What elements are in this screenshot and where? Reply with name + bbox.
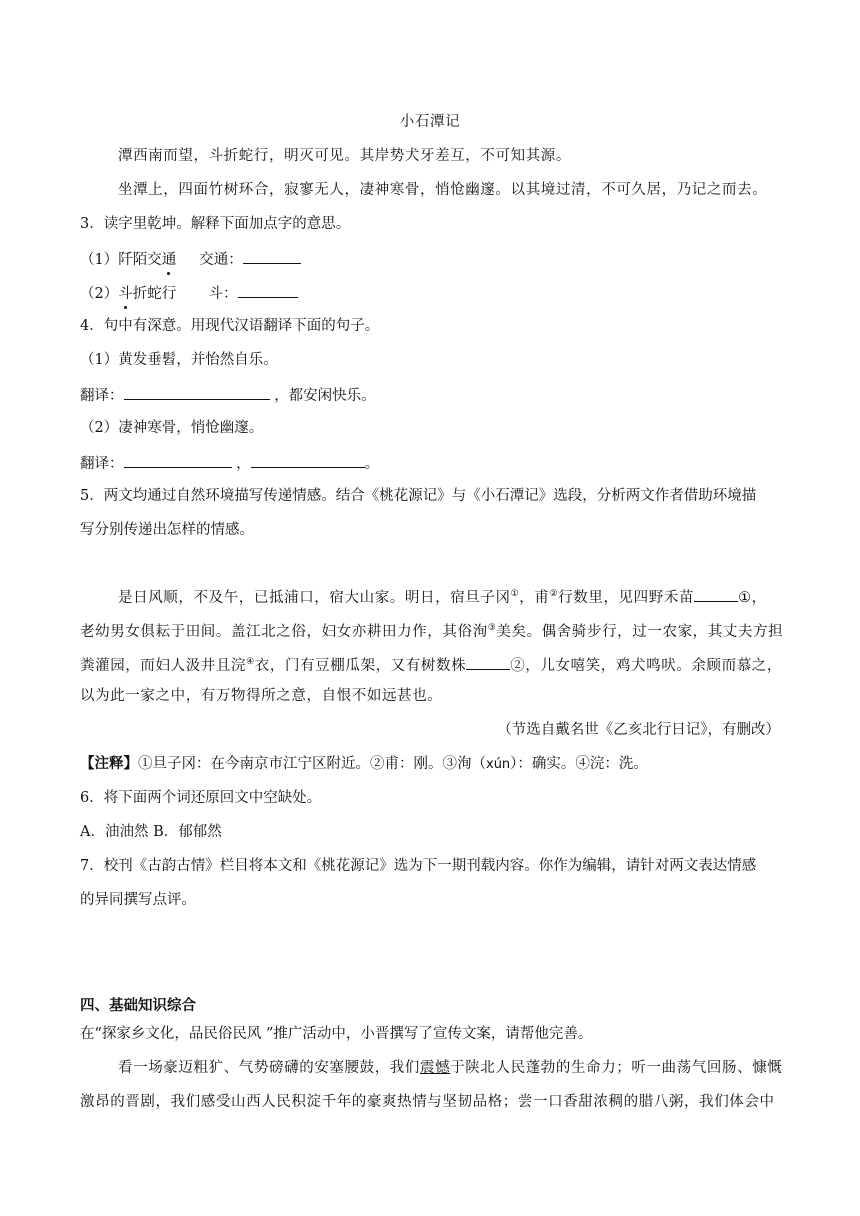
answer-blank[interactable] xyxy=(251,452,365,468)
translation-period: 。 xyxy=(364,456,380,472)
q3-item-2-label: 斗： xyxy=(208,286,238,302)
blank-number: ① xyxy=(738,589,752,606)
q3-item-1-label: 交通： xyxy=(199,252,243,268)
section-heading: 四、基础知识综合 xyxy=(80,997,196,1014)
passage-b-line-1: 是日风顺，不及午，已抵浦口，宿大山家。明日，宿旦子冈①，甫②行数里，见四野禾苗 ①， xyxy=(118,584,767,608)
blank-number: ② xyxy=(510,657,526,674)
footnote-marker: ③ xyxy=(487,623,497,633)
question-7-line-1: 7．校刊《古韵古情》栏目将本文和《桃花源记》选为下一期刊载内容。你作为编辑，请针对两文表达情感 xyxy=(80,858,757,874)
question-3-item-1 xyxy=(80,248,301,270)
question-5-line-1: 5．两文均通过自然环境描写传递情感。结合《桃花源记》与《小石潭记》选段，分析两文作者借助环境描 xyxy=(80,488,757,504)
passage-b-line-3: 粪灌园，而妇人汲井且浣④衣，门有豆棚瓜架，又有树数株 ②，儿女嘻笑，鸡犬鸣吠。余顾而慕之， xyxy=(80,652,782,676)
question-3-item-2 xyxy=(80,282,298,304)
footnote-marker: ② xyxy=(549,589,559,599)
question-5-line-2: 写分别传递出怎样的情感。 xyxy=(80,522,254,538)
passage-a-paragraph-2: 坐潭上，四面竹树环合，寂寥无人，凄神寒骨，悄怆幽邃。以其境过清，不可久居，乃记之而去。 xyxy=(118,182,768,198)
section-paragraph-line-2: 激昂的晋剧，我们感受山西人民积淀千年的豪爽热情与坚韧品格；尝一口香甜浓稠的腊八粥，我们体会中 xyxy=(80,1094,775,1110)
passage-a-paragraph-1: 潭西南而望，斗折蛇行，明灭可见。其岸势犬牙差互，不可知其源。 xyxy=(118,148,571,164)
question-6-options: A．油油然 B．郁郁然 xyxy=(80,824,222,840)
q3-item-2-suffix: 折蛇行 xyxy=(132,286,177,302)
footnote-marker: ④ xyxy=(246,657,255,667)
passage-b-line-4: 以为此一家之中，有万物得所之意，自恨不如远甚也。 xyxy=(80,688,443,704)
passage-b-line-2: 老幼男女俱耘于田间。盖江北之俗，妇女亦耕田力作，其俗洵③美矣。偶舍骑步行，过一农家，其丈夫方担 xyxy=(80,623,784,640)
translation-label: 翻译： xyxy=(80,388,124,404)
answer-blank[interactable] xyxy=(243,248,301,264)
translation-label: 翻译： xyxy=(80,456,124,472)
dotted-char-tong: 通 xyxy=(161,252,177,268)
answer-blank[interactable] xyxy=(124,384,270,400)
question-4-translation-1 xyxy=(80,384,376,406)
question-4-translation-2 xyxy=(80,452,379,474)
translation-tail: ，都安闲快乐。 xyxy=(274,388,376,404)
translation-comma: ， xyxy=(236,456,251,472)
dotted-char-dou: 斗 xyxy=(118,286,133,302)
question-6-stem: 6．将下面两个词还原回文中空缺处。 xyxy=(80,790,322,806)
section-intro: 在“探家乡文化，品民俗民风 ”推广活动中，小晋撰写了宣传文案，请帮他完善。 xyxy=(80,1026,593,1042)
question-4-stem: 4．句中有深意。用现代汉语翻译下面的句子。 xyxy=(80,318,380,334)
question-4-item-2: （2）凄神寒骨，悄怆幽邃。 xyxy=(80,420,264,436)
answer-blank[interactable] xyxy=(124,452,232,468)
underlined-word: 震憾 xyxy=(420,1060,451,1076)
q3-item-1-prefix: （1）阡陌交 xyxy=(80,252,162,268)
annotation-label: 【注释】 xyxy=(80,755,138,772)
question-7-line-2: 的异同撰写点评。 xyxy=(80,892,196,908)
fill-blank-2[interactable] xyxy=(466,654,510,670)
passage-title: 小石潭记 xyxy=(399,114,461,130)
pinyin: xún xyxy=(486,757,511,772)
q3-item-2-prefix: （2） xyxy=(80,286,119,302)
fill-blank-1[interactable] xyxy=(694,586,738,602)
passage-b-source: （节选自戴名世《乙亥北行日记》，有删改） xyxy=(497,722,780,738)
question-3-stem: 3．读字里乾坤。解释下面加点字的意思。 xyxy=(80,216,351,232)
section-paragraph-line-1: 看一场豪迈粗犷、气势磅礴的安塞腰鼓，我们震憾于陕北人民蓬勃的生命力；听一曲荡气回肠、慷慨 xyxy=(118,1060,783,1076)
question-4-item-1: （1）黄发垂髫，并怡然自乐。 xyxy=(80,352,278,368)
annotation-line: 【注释】①旦子冈：在今南京市江宁区附近。②甫：刚。③洵（xún）：确实。④浣：洗。 xyxy=(80,755,648,772)
answer-blank[interactable] xyxy=(238,282,298,298)
footnote-marker: ① xyxy=(510,589,520,599)
